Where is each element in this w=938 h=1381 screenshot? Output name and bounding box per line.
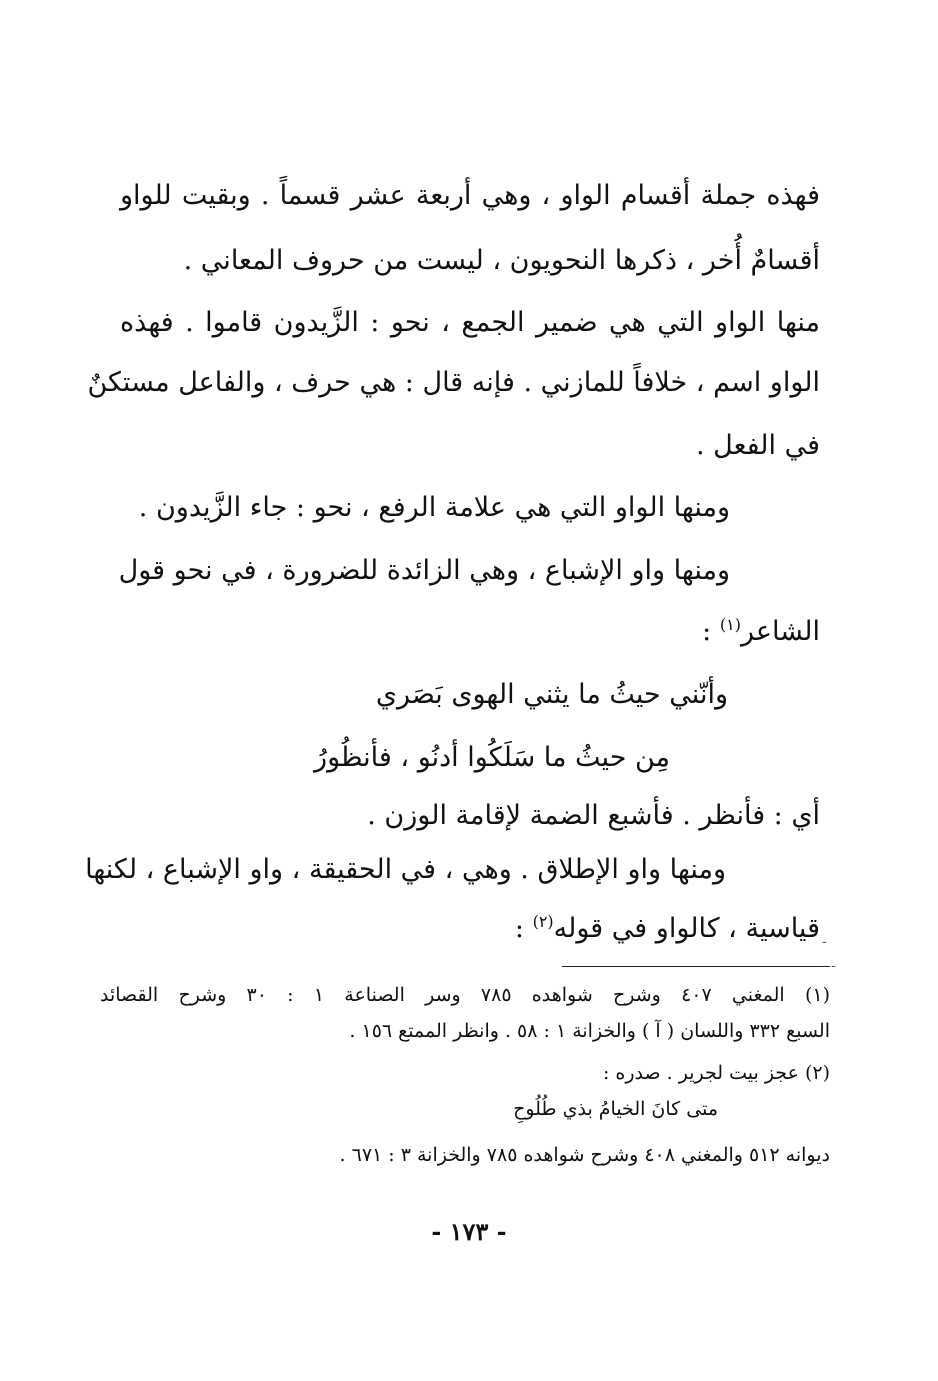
footnote-line: السبع ٣٣٢ واللسان ( آ ) والخزانة ١ : ٥٨ . وانظر الممتع ١٥٦ . bbox=[349, 1020, 830, 1042]
text-line bbox=[120, 614, 820, 650]
footnote-line: ديوانه ٥١٢ والمغني ٤٠٨ وشرح شواهده ٧٨٥ والخزانة ٣ : ٦٧١ . bbox=[339, 1144, 830, 1166]
margin-mark: - - bbox=[822, 958, 836, 974]
text-line: في الفعل . bbox=[695, 430, 820, 461]
margin-mark: - bbox=[822, 934, 827, 950]
text-line: فهذه جملة أقسام الواو ، وهي أربعة عشر قسماً . وبقيت للواو bbox=[120, 180, 820, 211]
text-fragment: : bbox=[514, 913, 524, 944]
footnote-line: (٢) عجز بيت لجرير . صدره : bbox=[602, 1062, 830, 1084]
footnote-divider bbox=[562, 966, 830, 967]
page-number: - ١٧٣ - bbox=[431, 1217, 507, 1246]
text-line: منها الواو التي هي ضمير الجمع ، نحو : الزَّيدون قاموا . فهذه bbox=[120, 307, 820, 338]
footnote-ref: (١) bbox=[719, 615, 741, 634]
text-line: ومنها واو الإطلاق . وهي ، في الحقيقة ، واو الإشباع ، لكنها bbox=[85, 854, 726, 885]
text-fragment: الشاعر bbox=[740, 616, 820, 647]
text-line: الواو اسم ، خلافاً للمازني . فإنه قال : هي حرف ، والفاعل مستكنٌ bbox=[87, 367, 820, 398]
verse-line: مِن حيثُ ما سَلَكُوا أدنُو ، فأنظُورُ bbox=[314, 742, 670, 773]
text-fragment: قياسية ، كالواو في قوله bbox=[553, 913, 820, 944]
text-line: أي : فأنظر . فأشبع الضمة لإقامة الوزن . bbox=[367, 800, 820, 831]
text-line: ومنها الواو التي هي علامة الرفع ، نحو : جاء الزَّيدون . bbox=[138, 492, 730, 523]
text-line: أقسامٌ أُخر ، ذكرها النحويون ، ليست من حروف المعاني . bbox=[183, 245, 820, 276]
footnote-line: (١) المغني ٤٠٧ وشرح شواهده ٧٨٥ وسر الصناعة ١ : ٣٠ وشرح القصائد bbox=[100, 984, 830, 1006]
text-line bbox=[120, 911, 820, 947]
text-line: ومنها واو الإشباع ، وهي الزائدة للضرورة ، في نحو قول bbox=[118, 555, 730, 586]
text-fragment: : bbox=[702, 616, 712, 647]
footnote-verse: متى كانَ الخيامُ بذي طُلُوحِ bbox=[513, 1098, 718, 1120]
verse-line: وأنّني حيثُ ما يثني الهوى بَصَري bbox=[375, 679, 728, 710]
footnote-ref: (٢) bbox=[532, 912, 554, 931]
